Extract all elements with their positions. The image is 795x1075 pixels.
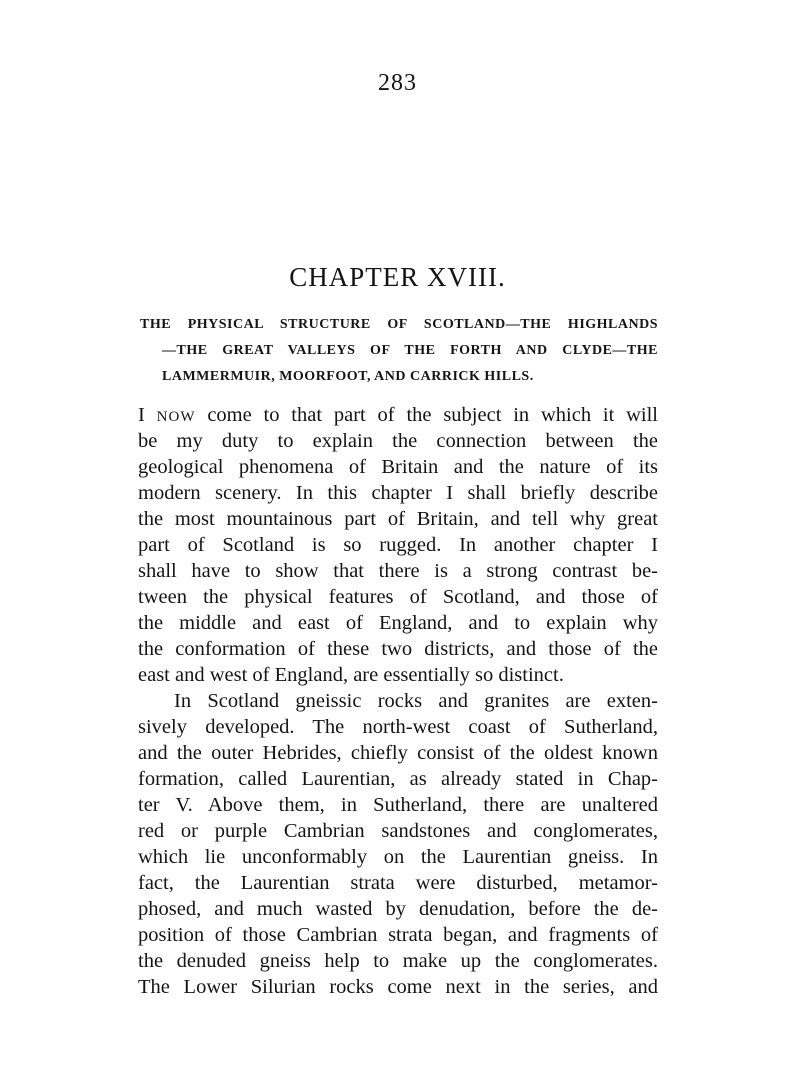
body-text — [138, 402, 658, 1000]
opening-letter: I — [138, 404, 145, 426]
summary-line: THE PHYSICAL STRUCTURE OF SCOTLAND—THE HIGHLANDS — [140, 317, 658, 332]
paragraph-line: which lie unconformably on the Laurentian gneiss. In — [138, 846, 658, 868]
paragraph-line — [138, 402, 658, 428]
opening-smallcaps: NOW — [156, 409, 196, 425]
opening-line-rest: come to that part of the subject in which it will — [207, 404, 659, 426]
chapter-summary — [140, 312, 658, 390]
paragraph-line: The Lower Silurian rocks come next in the series, and — [138, 976, 658, 998]
paragraph-line: phosed, and much wasted by denudation, before the de- — [138, 898, 658, 920]
paragraph-line: the middle and east of England, and to explain why — [138, 612, 658, 634]
paragraph-line: red or purple Cambrian sandstones and conglomerates, — [138, 820, 658, 842]
summary-line: LAMMERMUIR, MOORFOOT, AND CARRICK HILLS. — [162, 369, 534, 384]
paragraph-line: tween the physical features of Scotland, and those of — [138, 586, 658, 608]
paragraph-line: the denuded gneiss help to make up the conglomerates. — [138, 950, 658, 972]
summary-line: —THE GREAT VALLEYS OF THE FORTH AND CLYDE—THE — [162, 343, 658, 358]
chapter-title: CHAPTER XVIII. — [289, 262, 506, 292]
paragraph-line: and the outer Hebrides, chiefly consist of the oldest known — [138, 742, 658, 764]
paragraph-line: geological phenomena of Britain and the nature of its — [138, 456, 658, 478]
paragraph-line: east and west of England, are essentially so distinct. — [138, 664, 564, 686]
paragraph-line: formation, called Laurentian, as already stated in Chap- — [138, 768, 658, 790]
paragraph-line: the conformation of these two districts, and those of the — [138, 638, 658, 660]
paragraph-line: sively developed. The north-west coast of Sutherland, — [138, 716, 658, 738]
paragraph-line: fact, the Laurentian strata were disturbed, metamor- — [138, 872, 658, 894]
paragraph-line: position of those Cambrian strata began, and fragments of — [138, 924, 658, 946]
paragraph-line: the most mountainous part of Britain, and tell why great — [138, 508, 658, 530]
paragraph-line: In Scotland gneissic rocks and granites are exten- — [174, 690, 658, 712]
paragraph-line: ter V. Above them, in Sutherland, there are unaltered — [138, 794, 658, 816]
paragraph-line: be my duty to explain the connection between the — [138, 430, 658, 452]
paragraph-line: shall have to show that there is a strong contrast be- — [138, 560, 658, 582]
paragraph-line: modern scenery. In this chapter I shall briefly describe — [138, 482, 658, 504]
page-number: 283 — [378, 70, 417, 96]
paragraph-line: part of Scotland is so rugged. In another chapter I — [138, 534, 658, 556]
